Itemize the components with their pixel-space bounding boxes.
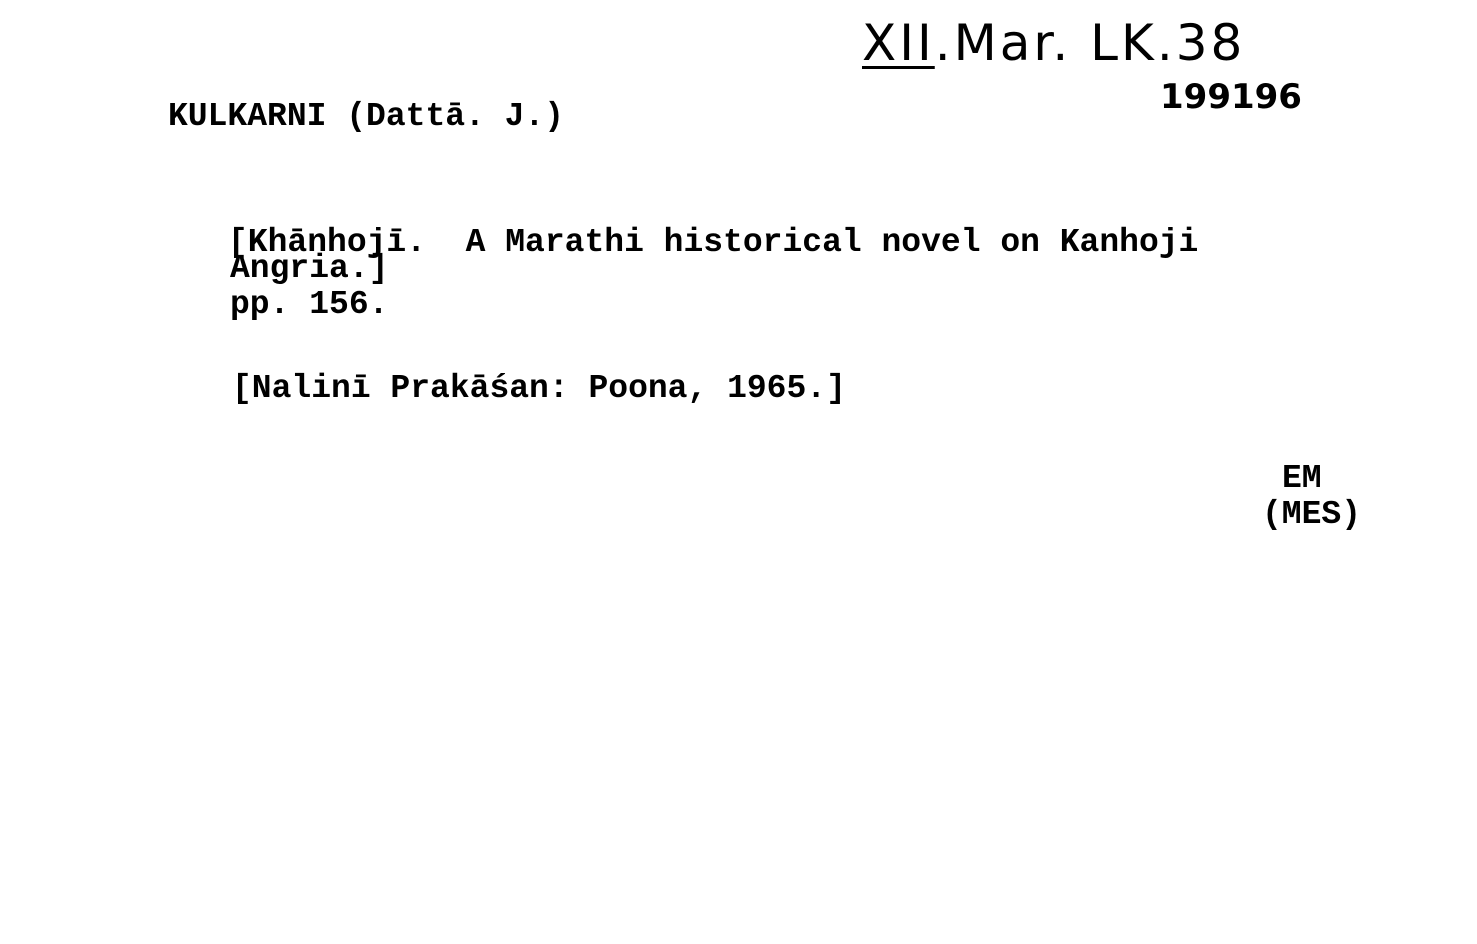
author-heading: KULKARNI (Dattā. J.) [168, 98, 565, 135]
collection-code: EM [1282, 460, 1322, 497]
collection-code-secondary: (MES) [1262, 496, 1362, 533]
accession-number: 199196 [1160, 77, 1302, 117]
shelfmark-rest: .Mar. LK.38 [934, 14, 1246, 72]
shelfmark-handwritten [862, 14, 1246, 72]
title-line-2: Angria.] [230, 250, 389, 287]
pagination: pp. 156. [230, 286, 389, 323]
title-line-1: [Khānhojī. A Marathi historical novel on Kanhoji [228, 224, 1199, 261]
shelfmark-roman: XII [862, 14, 935, 72]
imprint: [Nalinī Prakāśan: Poona, 1965.] [232, 370, 846, 407]
